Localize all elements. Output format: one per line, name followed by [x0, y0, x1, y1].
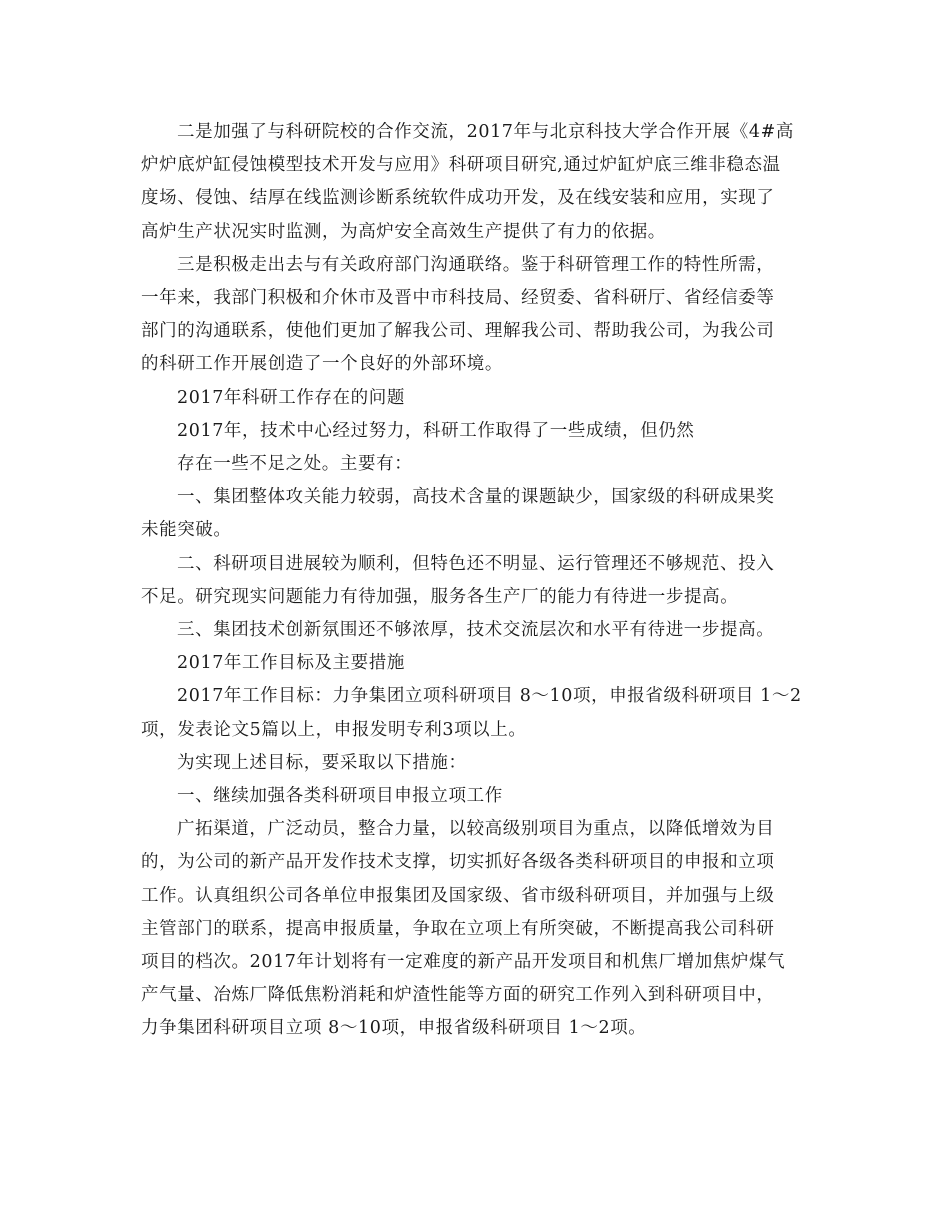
section-heading-problems	[141, 382, 821, 415]
text-line: 项，发表论文5篇以上，申报发明专利3项以上。	[141, 719, 527, 740]
document-body	[141, 116, 821, 1046]
paragraph-goals	[141, 680, 821, 746]
paragraph-problem-1	[141, 481, 821, 547]
text-line: 二、科研项目进展较为顺利，但特色还不明显、运行管理还不够规范、投入	[177, 553, 775, 574]
paragraph-government-liaison	[141, 249, 821, 382]
paragraph-measure-1-heading	[141, 780, 821, 813]
text-line: 2017年工作目标：力争集团立项科研项目 8～10项，申报省级科研项目 1～2	[177, 686, 802, 707]
text-line: 不足。研究现实问题能力有待加强，服务各生产厂的能力有待进一步提高。	[141, 586, 739, 607]
text-line: 一、继续加强各类科研项目申报立项工作	[177, 786, 503, 807]
paragraph-problem-3	[141, 614, 821, 647]
text-line: 为实现上述目标，要采取以下措施：	[177, 752, 467, 773]
text-line: 二是加强了与科研院校的合作交流，2017年与北京科技大学合作开展《4#高	[177, 122, 794, 142]
text-line: 产气量、冶炼厂降低焦粉消耗和炉渣性能等方面的研究工作列入到科研项目中，	[141, 985, 775, 1006]
text-line: 工作。认真组织公司各单位申报集团及国家级、省市级科研项目，并加强与上级	[141, 885, 775, 906]
text-line: 主管部门的联系，提高申报质量，争取在立项上有所突破，不断提高我公司科研	[141, 918, 775, 939]
text-line: 2017年科研工作存在的问题	[177, 387, 405, 408]
section-heading-goals	[141, 647, 821, 680]
text-line: 炉炉底炉缸侵蚀模型技术开发与应用》科研项目研究,通过炉缸炉底三维非稳态温	[141, 155, 781, 176]
text-line: 部门的沟通联系，使他们更加了解我公司、理解我公司、帮助我公司，为我公司	[141, 321, 775, 342]
text-line: 高炉生产状况实时监测，为高炉安全高效生产提供了有力的依据。	[141, 221, 666, 242]
text-line: 三、集团技术创新氛围还不够浓厚，技术交流层次和水平有待进一步提高。	[177, 620, 775, 641]
text-line: 广拓渠道，广泛动员，整合力量，以较高级别项目为重点，以降低增效为目	[177, 819, 775, 840]
text-line: 2017年工作目标及主要措施	[177, 653, 405, 674]
text-line: 存在一些不足之处。主要有：	[177, 454, 413, 475]
text-line: 项目的档次。2017年计划将有一定难度的新产品开发项目和机焦厂增加焦炉煤气	[141, 952, 786, 973]
paragraph-shortcomings	[141, 448, 821, 481]
paragraph-measure-1-body	[141, 813, 821, 1045]
text-line: 一年来，我部门积极和介休市及晋中市科技局、经贸委、省科研厅、省经信委等	[141, 288, 775, 309]
text-line: 三是积极走出去与有关政府部门沟通联络。鉴于科研管理工作的特性所需，	[177, 254, 775, 275]
text-line: 2017年，技术中心经过努力，科研工作取得了一些成绩，但仍然	[177, 420, 695, 441]
text-line: 一、集团整体攻关能力较弱，高技术含量的课题缺少，国家级的科研成果奖	[177, 487, 775, 508]
text-line: 度场、侵蚀、结厚在线监测诊断系统软件成功开发，及在线安装和应用，实现了	[141, 188, 775, 209]
paragraph-intro-problems	[141, 415, 821, 448]
paragraph-cooperation	[141, 116, 821, 249]
paragraph-measures-intro	[141, 747, 821, 780]
text-line: 的，为公司的新产品开发作技术支撑，切实抓好各级各类科研项目的申报和立项	[141, 852, 775, 873]
paragraph-problem-2	[141, 548, 821, 614]
text-line: 力争集团科研项目立项 8～10项，申报省级科研项目 1～2项。	[141, 1018, 647, 1039]
text-line: 未能突破。	[141, 520, 232, 541]
text-line: 的科研工作开展创造了一个良好的外部环境。	[141, 354, 503, 375]
